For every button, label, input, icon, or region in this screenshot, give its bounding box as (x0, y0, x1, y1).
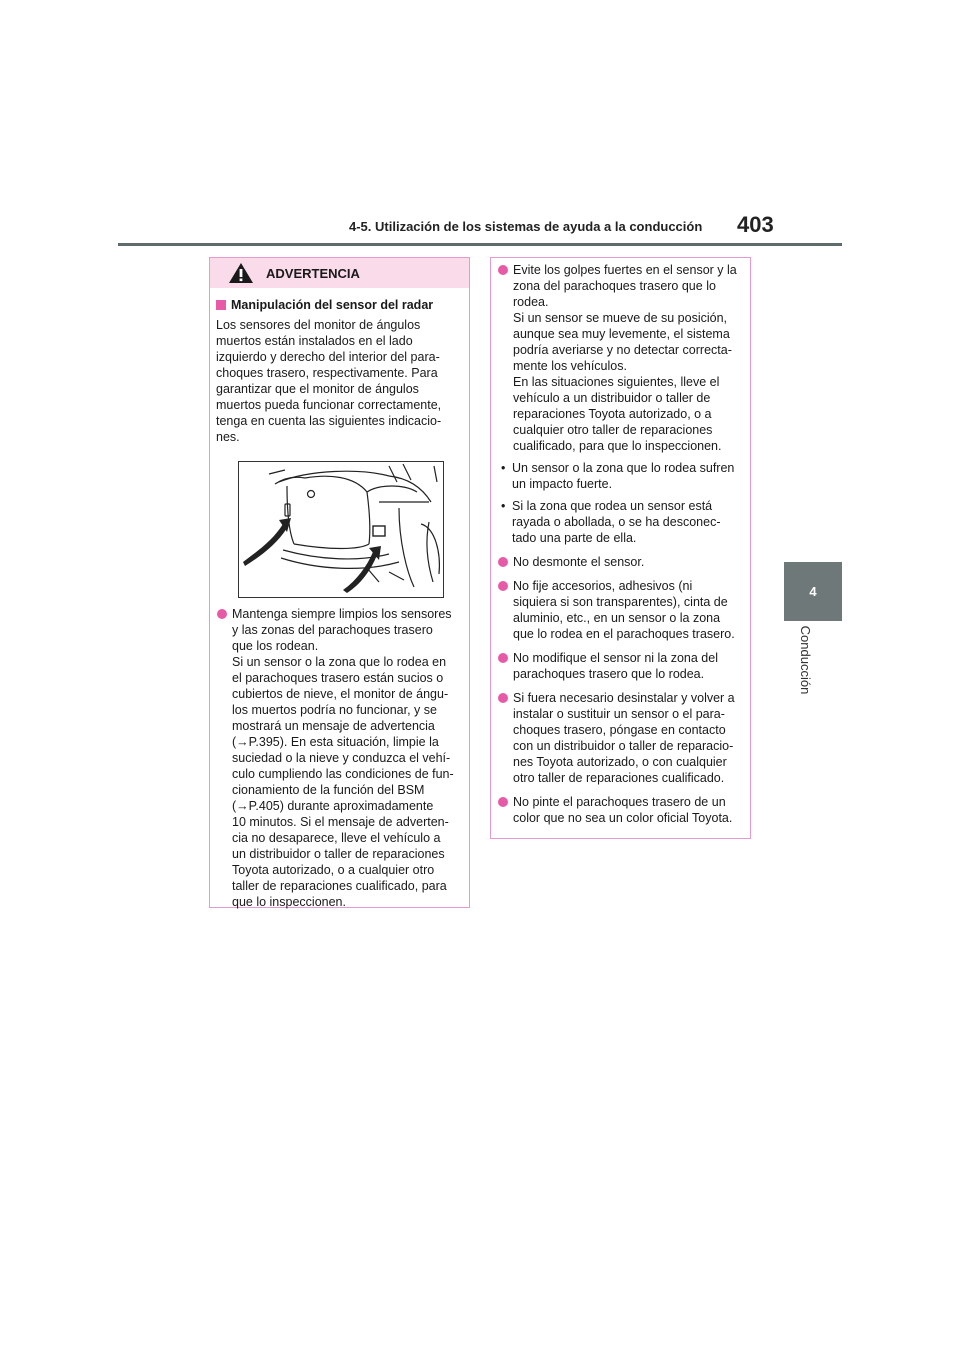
chapter-tab[interactable] (784, 562, 842, 621)
subheading-text: Manipulación del sensor del radar (231, 298, 434, 312)
list-item (216, 606, 461, 910)
subheading (216, 297, 461, 313)
bullet-text: No pinte el parachoques trasero de un color que no sea un color oficial Toyota. (513, 795, 733, 825)
warning-triangle-icon (228, 262, 254, 284)
header-divider (118, 243, 842, 246)
car-rear-icon (239, 462, 443, 597)
circle-bullet-icon (498, 797, 508, 807)
bullet-text: No fije accesorios, adhesivos (ni siquiera si son transparentes), cinta de aluminio, etc., en un sensor o la zona que lo rodea en el parachoques trasero. (513, 579, 735, 641)
intro-paragraph: Los sensores del monitor de ángulos muertos están instalados en el lado izquierdo y derecho del interior del para- choques trasero, respectivamente. Para garantizar que el monitor de ángulos muertos pueda funcionar correctamente, tenga en cuenta las siguientes indicacio- nes. (216, 318, 442, 444)
bullet-text: No desmonte el sensor. (513, 555, 645, 569)
warning-header (210, 258, 469, 288)
bullet-text: No modifique el sensor ni la zona del parachoques trasero que lo rodea. (513, 651, 718, 681)
circle-bullet-icon (498, 557, 508, 567)
sub-list-item (497, 460, 742, 492)
sub-item-text: Un sensor o la zona que lo rodea sufren un impacto fuerte. (512, 461, 735, 491)
sub-list-item (497, 498, 742, 546)
warning-box-left (209, 257, 470, 908)
list-item (497, 650, 742, 682)
section-title: 4-5. Utilización de los sistemas de ayuda a la conducción (349, 219, 703, 234)
circle-bullet-icon (498, 653, 508, 663)
list-item (497, 262, 742, 454)
sub-item-text: Si la zona que rodea un sensor está rayada o abollada, o se ha desconec- tado una parte de ella. (512, 499, 721, 545)
warning-content-left (210, 288, 469, 910)
list-item (497, 690, 742, 786)
circle-bullet-icon (498, 581, 508, 591)
list-item (497, 794, 742, 826)
bullet-text: Mantenga siempre limpios los sensores y las zonas del parachoques trasero que los rodean. Si un sensor o la zona que lo rodea en el parachoques trasero están sucios o cubiertos de nieve, el monitor de ángu- los muertos podría no funcionar, y se mostrará un mensaje de advertencia (→P.395). En esta situación, limpie la suciedad o la nieve y conduzca el vehí- culo cumpliendo las condiciones de fun- cionamiento de la función del BSM (→P.405) durante aproximadamente 10 minutos. Si el mensaje de adverten- cia no desaparece, lleve el vehículo a un distribuidor o taller de reparaciones Toyota autorizado, o a cualquier otro taller de reparaciones cualificado, para que lo inspeccionen. (232, 607, 454, 909)
warning-content-right (491, 258, 750, 826)
list-item (497, 578, 742, 642)
sub-bullet-mark: • (501, 461, 506, 475)
warning-box-right (490, 257, 751, 839)
sub-bullet-mark: • (501, 499, 506, 513)
rear-bumper-sensor-illustration (238, 461, 444, 598)
bullet-text: Si fuera necesario desinstalar y volver a instalar o sustituir un sensor o el para- choques trasero, póngase en contacto con un distribuidor o taller de reparacio- nes Toyota autorizado, o con cualquier otro taller de reparaciones cualificado. (513, 691, 735, 785)
warning-title: ADVERTENCIA (266, 265, 360, 281)
chapter-label: Conducción (798, 625, 813, 695)
page-number: 403 (737, 212, 774, 237)
list-item (497, 554, 742, 570)
bullet-text: Evite los golpes fuertes en el sensor y la zona del parachoques trasero que lo rodea. Si un sensor se mueve de su posición, aunque sea muy levemente, el sistema podría averiarse y no detectar correcta- mente los vehículos. En las situaciones siguientes, lleve el vehículo a un distribuidor o taller de reparaciones Toyota autorizado, o a cualquier otro taller de reparaciones cualificado, para que lo inspeccionen. (513, 263, 737, 453)
square-bullet-icon (216, 300, 226, 310)
circle-bullet-icon (498, 693, 508, 703)
circle-bullet-icon (498, 265, 508, 275)
circle-bullet-icon (217, 609, 227, 619)
chapter-number: 4 (809, 584, 817, 599)
